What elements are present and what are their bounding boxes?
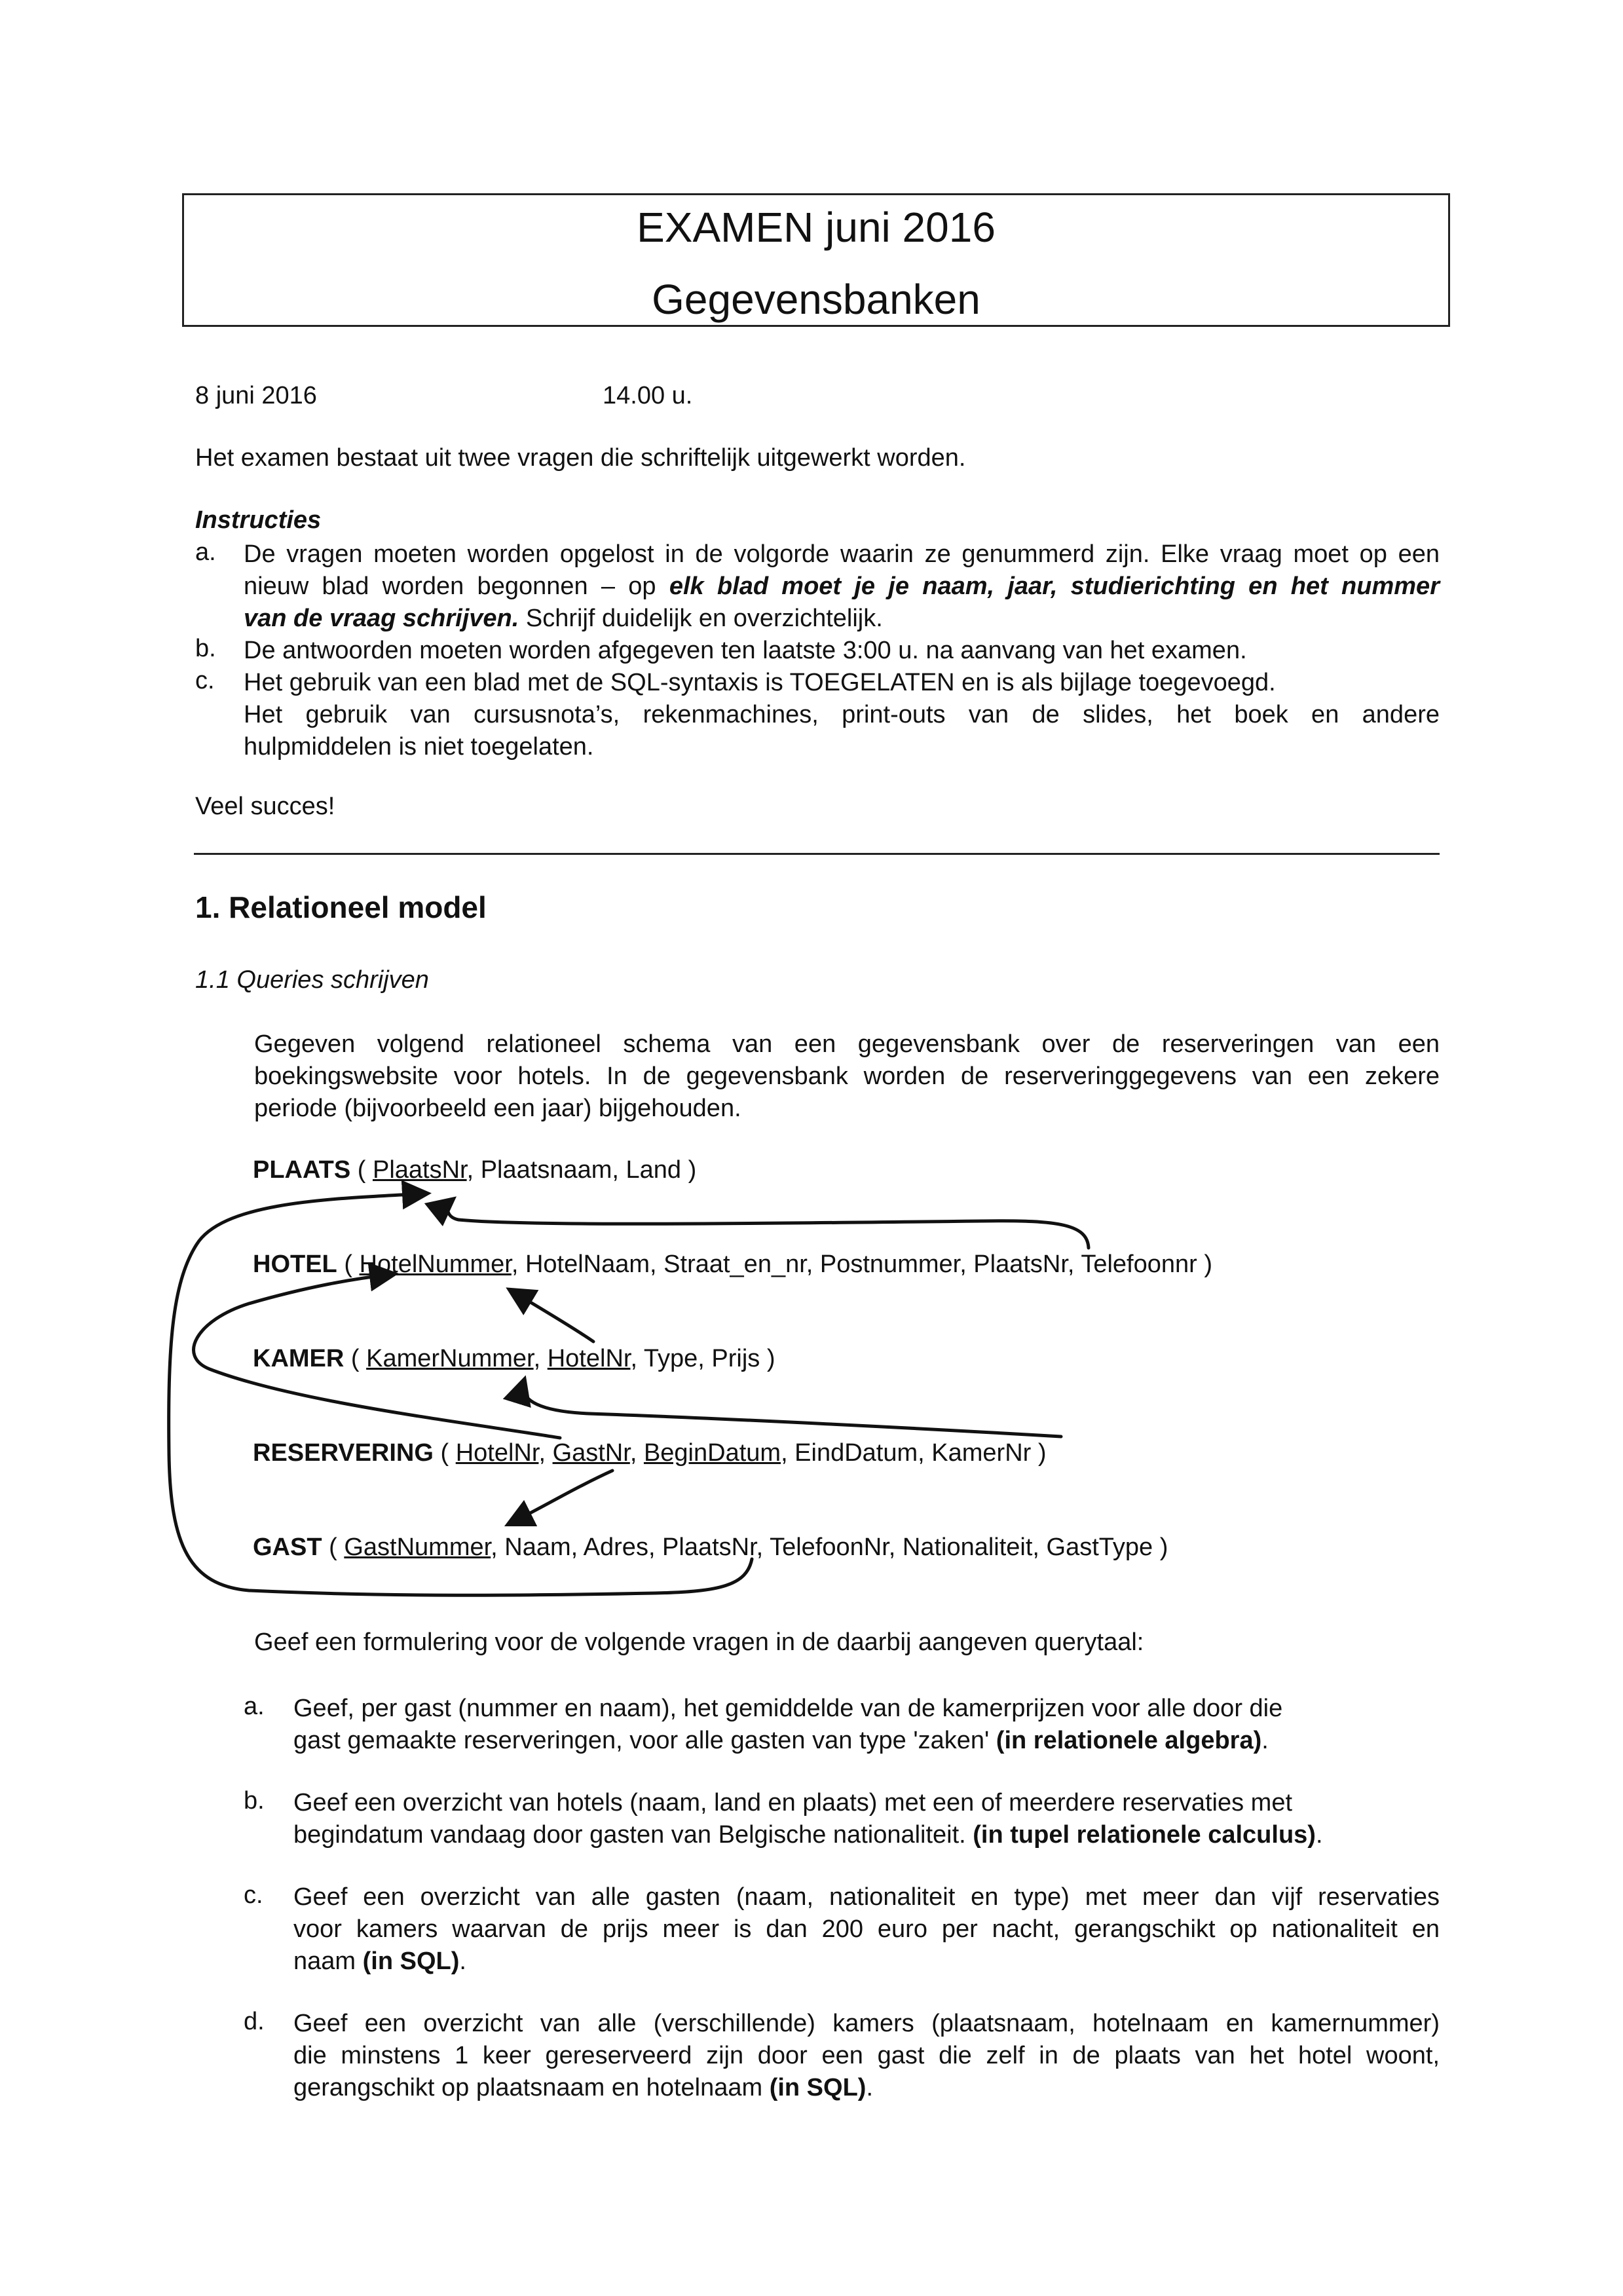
instruction-a-line2-bold: elk blad moet je je naam, jaar, studierichting en het nummer [669,573,1440,600]
relation-reservering-attrs: , EindDatum, KamerNr ) [781,1439,1047,1467]
subsection-heading: 1.1 Queries schrijven [195,966,429,994]
instruction-c-line2: Het gebruik van cursusnota’s, rekenmachines, print-outs van de slides, het boek en andere [244,701,1440,728]
key-plaatsnr: PlaatsNr [372,1156,467,1184]
instruction-a-marker: a. [195,538,216,566]
question-c-language: (in SQL) [362,1948,460,1975]
schema-intro-line1: Gegeven volgend relationeel schema van een gegevensbank over de reserveringen van een [254,1030,1440,1058]
paren-open: ( [322,1534,345,1561]
arrow-kamer-hotelnr [511,1290,593,1342]
relation-gast-attrs: , Naam, Adres, PlaatsNr, TelefoonNr, Nationaliteit, GastType ) [491,1534,1168,1561]
period: . [1261,1727,1269,1754]
period: . [866,2074,874,2101]
paren-open: ( [350,1156,373,1184]
relation-gast-name: GAST [253,1534,322,1561]
paren-open: ( [344,1345,367,1372]
period: . [459,1948,466,1975]
key-gastnummer: GastNummer [344,1534,491,1561]
relation-plaats-attrs: , Plaatsnaam, Land ) [466,1156,697,1184]
question-a-line2-plain: gast gemaakte reserveringen, voor alle gasten van type 'zaken' [293,1727,996,1754]
instruction-c-marker: c. [195,667,215,694]
paren-open: ( [337,1251,360,1278]
key-hotelnummer: HotelNummer [359,1251,512,1278]
section-heading: 1. Relationeel model [195,890,487,924]
question-c-line2: voor kamers waarvan de prijs meer is dan 200 euro per nacht, gerangschikt op nationaliteit en [293,1915,1440,1943]
instruction-c-line1: Het gebruik van een blad met de SQL-syntaxis is TOEGELATEN en is als bijlage toegevoegd. [244,669,1276,696]
separator: , [538,1439,553,1467]
question-b-marker: b. [244,1787,265,1815]
exam-time: 14.00 u. [603,382,693,409]
question-d-language: (in SQL) [769,2074,867,2101]
relation-hotel-attrs: , HotelNaam, Straat_en_nr, Postnummer, PlaatsNr, Telefoonnr ) [511,1251,1213,1278]
arrow-reservering-hotelnr [194,1274,560,1438]
arrow-reservering-gastnr [510,1471,612,1524]
relation-kamer-attrs: , Type, Prijs ) [630,1345,775,1372]
relation-plaats-name: PLAATS [253,1156,351,1184]
question-b-line2-plain: begindatum vandaag door gasten van Belgische nationaliteit. [293,1821,973,1849]
instruction-a-line1: De vragen moeten worden opgelost in de volgorde waarin ze genummerd zijn. Elke vraag moet op een [244,540,1440,568]
arrow-reservering-kamernr [523,1381,1061,1437]
question-c-marker: c. [244,1881,263,1909]
question-c-line3 [293,1946,466,1978]
question-d-line3-plain: gerangschikt op plaatsnaam en hotelnaam [293,2074,770,2101]
key-hotelnr: HotelNr [455,1439,539,1467]
question-d-line2: die minstens 1 keer gereserveerd zijn door een gast die zelf in de plaats van het hotel woont, [293,2042,1440,2069]
question-c-line3-plain: naam [293,1948,363,1975]
question-d-line3 [293,2072,873,2104]
relation-hotel-name: HOTEL [253,1251,337,1278]
exam-date: 8 juni 2016 [195,382,317,409]
instruction-b-text: De antwoorden moeten worden afgegeven ten laatste 3:00 u. na aanvang van het examen. [244,637,1247,664]
separator: , [533,1345,548,1372]
question-a-line2 [293,1725,1269,1757]
arrow-gast-plaatsnr [169,1194,752,1595]
instruction-b-marker: b. [195,635,216,662]
instruction-a-line2-plain: nieuw blad worden begonnen – op [244,573,669,600]
key-gastnr: GastNr [552,1439,630,1467]
closing-text: Veel succes! [195,793,335,820]
period: . [1315,1821,1323,1849]
course-title: Gegevensbanken [652,276,980,323]
key-kamernummer: KamerNummer [366,1345,534,1372]
question-a-language: (in relationele algebra) [996,1727,1262,1754]
exam-title: EXAMEN juni 2016 [637,204,996,251]
question-c-line1: Geef een overzicht van alle gasten (naam, nationaliteit en type) met meer dan vijf reservaties [293,1883,1440,1911]
schema-intro-line2: boekingswebsite voor hotels. In de gegevensbank worden de reserveringgegevens van een zekere [254,1063,1440,1090]
instruction-a-line3-bold: van de vraag schrijven. [244,605,519,632]
intro-text: Het examen bestaat uit twee vragen die schriftelijk uitgewerkt worden. [195,444,966,472]
question-a-line1: Geef, per gast (nummer en naam), het gemiddelde van de kamerprijzen voor alle door die [293,1695,1283,1722]
questions-intro: Geef een formulering voor de volgende vragen in de daarbij aangeven querytaal: [254,1628,1144,1656]
key-hotelnr: HotelNr [547,1345,631,1372]
key-begindatum: BeginDatum [643,1439,781,1467]
question-d-marker: d. [244,2008,265,2035]
relation-kamer-name: KAMER [253,1345,345,1372]
question-b-language: (in tupel relationele calculus) [973,1821,1316,1849]
relation-reservering-name: RESERVERING [253,1439,434,1467]
separator: , [629,1439,644,1467]
arrow-hotel-plaatsnr [447,1200,1089,1248]
instructions-heading: Instructies [195,506,322,534]
question-b-line2 [293,1819,1323,1851]
question-b-line1: Geef een overzicht van hotels (naam, land en plaats) met een of meerdere reservaties met [293,1789,1293,1816]
paren-open: ( [433,1439,456,1467]
question-d-line1: Geef een overzicht van alle (verschillende) kamers (plaatsnaam, hotelnaam en kamernummer) [293,2010,1440,2037]
question-a-marker: a. [244,1693,265,1720]
instruction-a-line3-plain: Schrijf duidelijk en overzichtelijk. [519,605,883,632]
instruction-c-line3: hulpmiddelen is niet toegelaten. [244,733,594,761]
schema-intro-line3: periode (bijvoorbeeld een jaar) bijgehouden. [254,1095,741,1122]
